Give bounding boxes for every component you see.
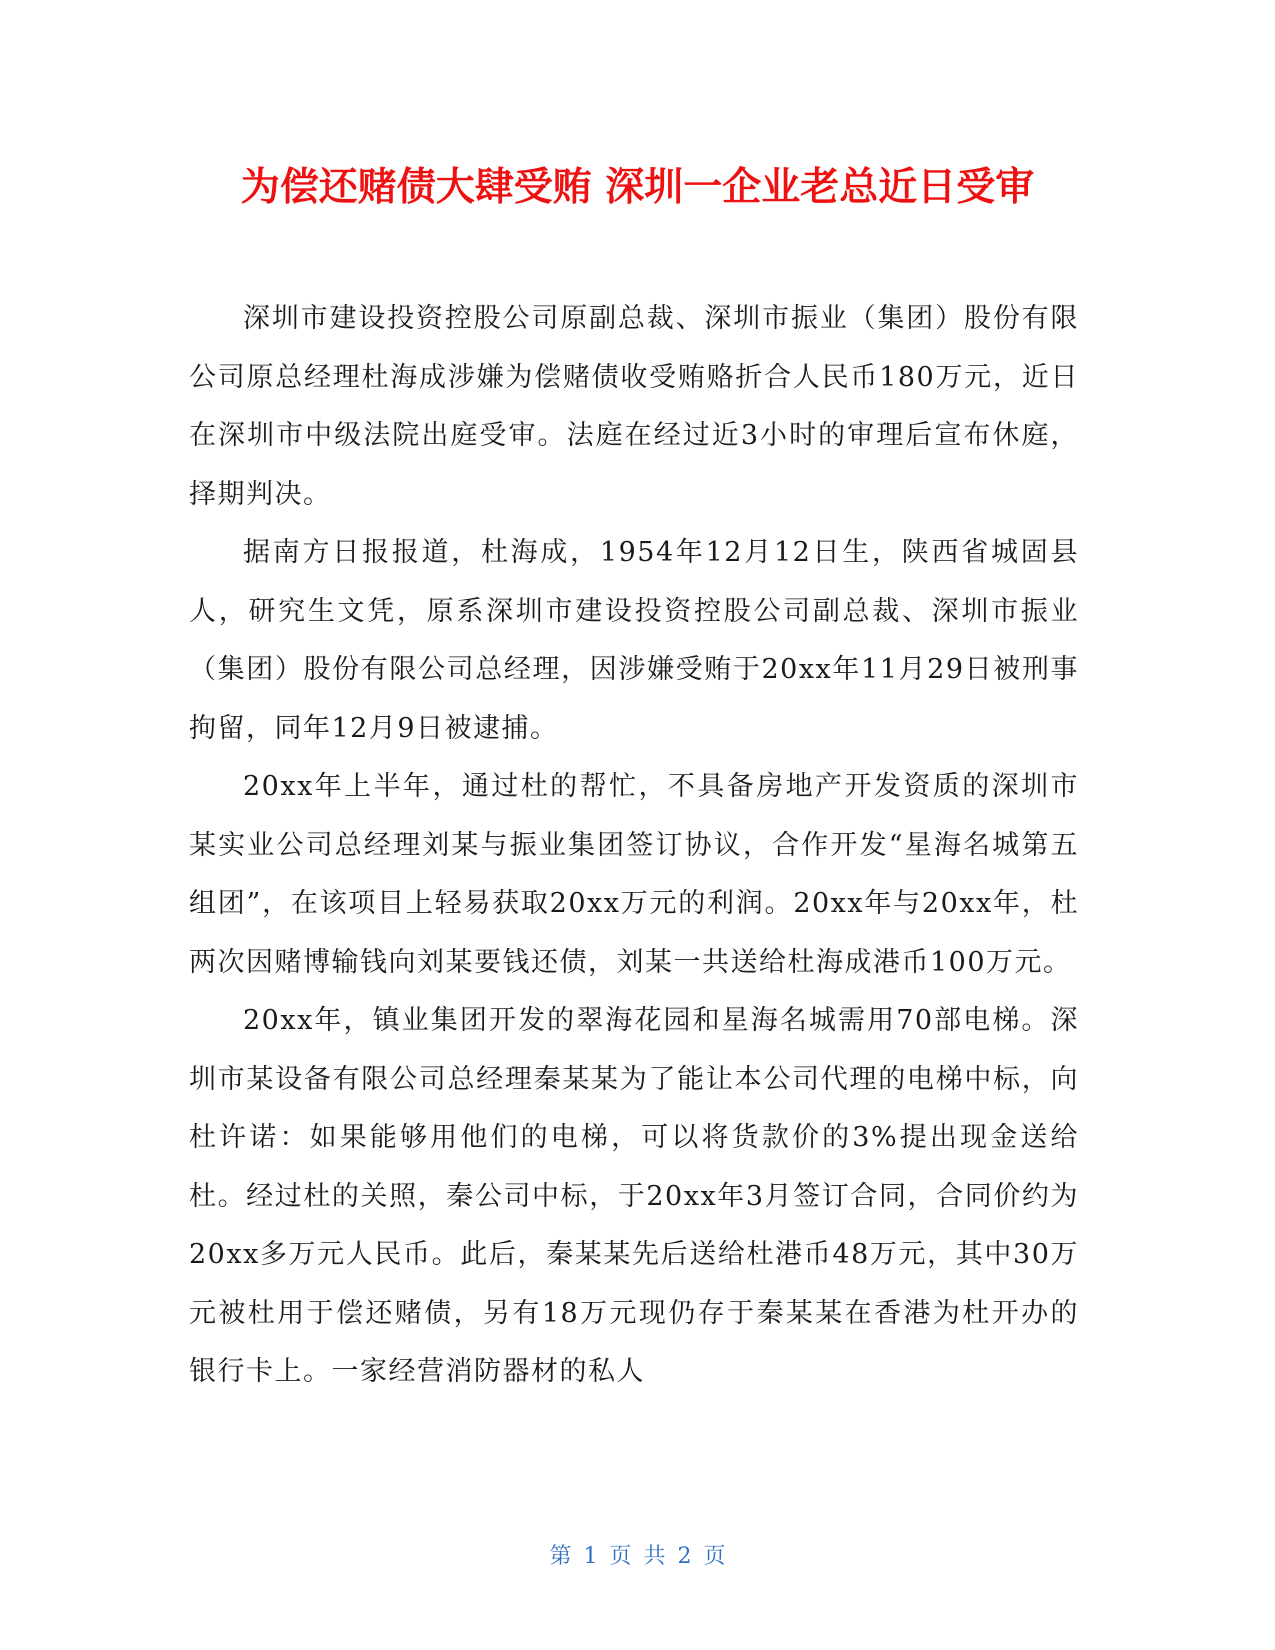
- paragraph: 20xx年上半年，通过杜的帮忙，不具备房地产开发资质的深圳市某实业公司总经理刘某与振业集团签订协议，合作开发“星海名城第五组团”，在该项目上轻易获取20xx万元的利润。20xx年与20xx年，杜两次因赌博输钱向刘某要钱还债，刘某一共送给杜海成港币100万元。: [189, 771, 1079, 978]
- footer-suffix: 页: [703, 1544, 726, 1569]
- footer-current-page: 1: [583, 1544, 598, 1569]
- paragraph: 深圳市建设投资控股公司原副总裁、深圳市振业（集团）股份有限公司原总经理杜海成涉嫌为偿赌债收受贿赂折合人民币180万元，近日在深圳市中级法院出庭受审。法庭在经过近3小时的审理后宣布休庭，择期判决。: [189, 303, 1079, 510]
- document-title: 为偿还赌债大肆受贿 深圳一企业老总近日受审: [240, 165, 1035, 210]
- paragraph: 据南方日报报道，杜海成，1954年12月12日生，陕西省城固县人，研究生文凭，原系深圳市建设投资控股公司副总裁、深圳市振业（集团）股份有限公司总经理，因涉嫌受贿于20xx年11月29日被刑事拘留，同年12月9日被逮捕。: [189, 537, 1079, 744]
- article-body: [189, 290, 1079, 1402]
- footer-total-prefix: 共: [643, 1544, 666, 1569]
- footer-total-pages: 2: [677, 1544, 692, 1569]
- footer-page-word: 页: [609, 1544, 632, 1569]
- page-footer: [0, 1542, 1275, 1572]
- footer-prefix: 第: [549, 1544, 572, 1569]
- paragraph: 20xx年，镇业集团开发的翠海花园和星海名城需用70部电梯。深圳市某设备有限公司总经理秦某某为了能让本公司代理的电梯中标，向杜许诺：如果能够用他们的电梯，可以将货款价的3%提出现金送给杜。经过杜的关照，秦公司中标，于20xx年3月签订合同，合同价约为20xx多万元人民币。此后，秦某某先后送给杜港币48万元，其中30万元被杜用于偿还赌债，另有18万元现仍存于秦某某在香港为杜开办的银行卡上。一家经营消防器材的私人: [189, 1005, 1079, 1387]
